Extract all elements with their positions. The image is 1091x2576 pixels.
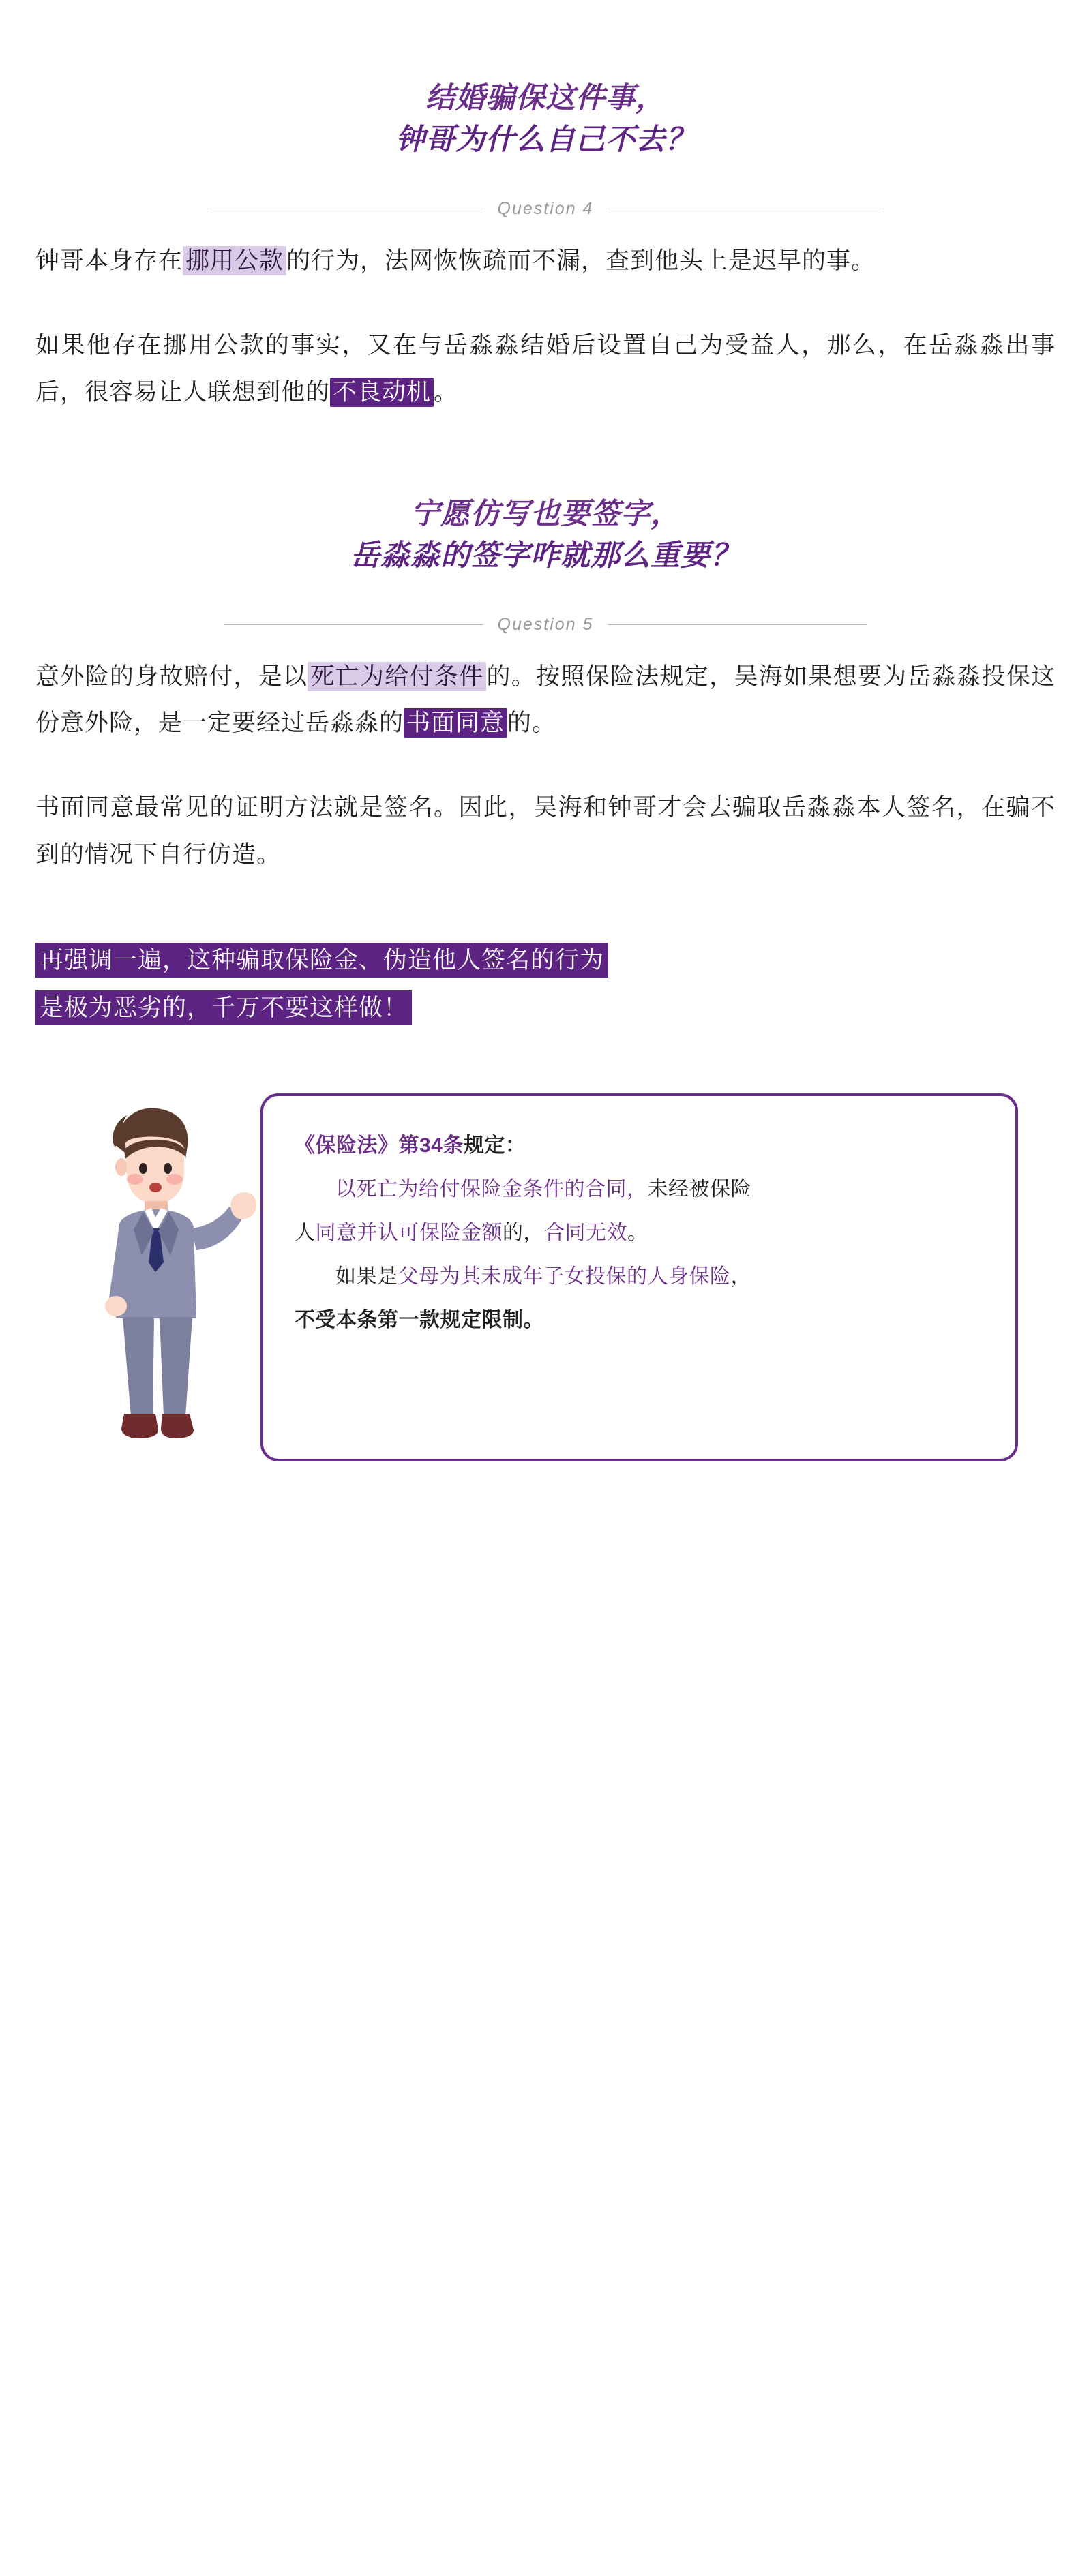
text-run: 书面同意最常见的证明方法就是签名。因此，吴海和钟哥才会去骗取岳淼淼本人签名，在骗不到的情况下自行仿造。 [35,794,1056,868]
heading-text [218,494,873,577]
heading-frame [187,60,904,181]
question-label-row [35,615,1056,635]
section-heading-5 [35,457,1056,635]
text-run: 的。按照保险法规定，吴海如果想要为岳淼淼投保这份意外险，是一定要经过岳淼淼的 [35,663,1056,737]
highlight-misappropriation: 挪用公款 [183,246,286,275]
law-title-suffix: 规定： [463,1134,526,1157]
heading-text [218,78,873,161]
text-run: 。 [434,378,459,406]
heading-line-2: 钟哥为什么自己不去？ [395,123,696,157]
law-line-2-d: 合同无效 [544,1221,627,1244]
highlight-bad-motive: 不良动机 [330,378,434,407]
text-run: 意外险的身故赔付，是以 [35,663,308,690]
law-line-2-c: 的， [503,1221,544,1244]
law-line-4-text: 不受本条第一款规定限制。 [295,1308,544,1331]
law-quote-card [260,1093,1018,1461]
question-label: Question 5 [497,614,594,634]
text-run: 钟哥本身存在 [35,247,183,275]
text-run: 的行为，法网恢恢疏而不漏，查到他头上是迟早的事。 [286,247,876,275]
law-line-3 [295,1258,987,1295]
man-waving-illustration [76,1093,274,1496]
law-title [295,1127,987,1164]
text-run: 如果他存在挪用公款的事实，又在与岳淼淼结婚后设置自己为受益人，那么，在岳淼淼出事后，很容易让人联想到他的 [35,332,1056,406]
question-rule-right [608,624,867,625]
law-quote-area [35,1080,1056,1502]
highlight-death-condition: 死亡为给付条件 [308,662,486,691]
warning-banner [35,937,1056,1032]
heading-line-2: 岳淼淼的签字咋就那么重要？ [350,539,741,572]
law-line-3-a: 如果是 [335,1264,398,1288]
highlight-written-consent: 书面同意 [404,708,507,738]
law-title-prefix: 《保险法》 [295,1134,399,1157]
banner-line-2-wrap [35,984,1056,1032]
paragraph-5-2 [35,785,1056,878]
law-line-4 [295,1302,987,1339]
heading-line-1: 结婚骗保这件事， [425,82,666,115]
law-line-1 [295,1171,987,1208]
question-label: Question 4 [497,199,594,219]
text-run: 的。 [507,710,557,737]
banner-line-1-wrap [35,937,1056,984]
law-line-1-emphasis: 以死亡为给付保险金条件的合同， [335,1177,648,1200]
law-line-3-c: ， [730,1264,751,1288]
law-line-3-b: 父母为其未成年子女投保的人身保险 [398,1264,731,1288]
law-line-1-rest: 未经被保险 [647,1177,751,1200]
law-line-2-b: 同意并认可保险金额 [315,1221,503,1244]
question-rule-left [224,624,483,625]
heading-frame [187,476,904,597]
law-line-2 [295,1215,987,1252]
banner-line-2: 是极为恶劣的，千万不要这样做！ [35,990,412,1025]
section-heading-4 [35,41,1056,219]
paragraph-5-1 [35,654,1056,747]
paragraph-4-1 [35,238,1056,284]
heading-line-1: 宁愿仿写也要签字， [410,497,681,530]
law-line-2-e: 。 [627,1221,648,1244]
law-line-2-a: 人 [295,1221,316,1244]
law-title-article: 第34条 [398,1134,464,1157]
paragraph-4-2 [35,322,1056,416]
banner-line-1: 再强调一遍，这种骗取保险金、伪造他人签名的行为 [35,943,608,978]
article-page [0,41,1091,2576]
question-label-row [35,199,1056,219]
